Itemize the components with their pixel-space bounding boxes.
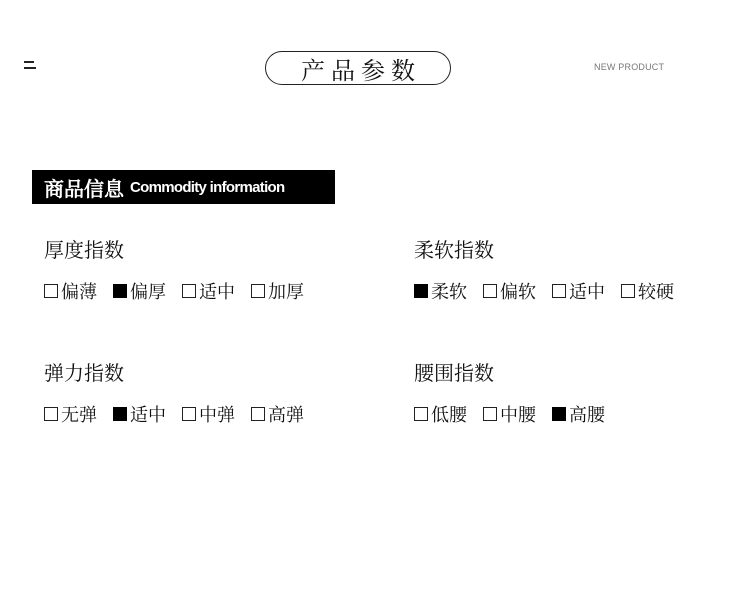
checkbox bbox=[44, 407, 58, 421]
checkbox bbox=[182, 407, 196, 421]
checkbox bbox=[44, 284, 58, 298]
option-label: 中弹 bbox=[199, 405, 235, 426]
checkbox bbox=[414, 284, 428, 298]
option-label: 中腰 bbox=[500, 405, 536, 426]
elasticity-index-group bbox=[44, 357, 304, 426]
page-title: 产品参数 bbox=[265, 51, 451, 85]
option-list bbox=[44, 278, 320, 304]
option-label: 偏厚 bbox=[130, 282, 166, 303]
checkbox bbox=[483, 284, 497, 298]
option-item bbox=[44, 401, 97, 427]
softness-index-group bbox=[414, 234, 674, 303]
group-title: 弹力指数 bbox=[44, 361, 124, 385]
option-label: 偏薄 bbox=[61, 282, 97, 303]
thickness-index-group bbox=[44, 234, 304, 303]
option-label: 无弹 bbox=[61, 405, 97, 426]
option-list bbox=[414, 401, 621, 427]
section-banner bbox=[32, 170, 335, 204]
option-item bbox=[552, 401, 605, 427]
checkbox bbox=[251, 407, 265, 421]
checkbox bbox=[251, 284, 265, 298]
option-label: 低腰 bbox=[431, 405, 467, 426]
checkbox bbox=[552, 407, 566, 421]
option-item bbox=[182, 401, 235, 427]
banner-title-zh: 商品信息 bbox=[44, 176, 124, 201]
checkbox bbox=[182, 284, 196, 298]
option-item bbox=[251, 278, 304, 304]
checkbox bbox=[552, 284, 566, 298]
option-label: 加厚 bbox=[268, 282, 304, 303]
checkbox bbox=[483, 407, 497, 421]
option-item bbox=[251, 401, 304, 427]
option-label: 偏软 bbox=[500, 282, 536, 303]
option-item bbox=[552, 278, 605, 304]
option-label: 高弹 bbox=[268, 405, 304, 426]
checkbox bbox=[113, 284, 127, 298]
option-label: 高腰 bbox=[569, 405, 605, 426]
waist-index-group bbox=[414, 357, 605, 426]
option-item bbox=[621, 278, 674, 304]
option-label: 适中 bbox=[199, 282, 235, 303]
option-item bbox=[414, 401, 467, 427]
option-label: 适中 bbox=[569, 282, 605, 303]
banner-title-en: Commodity information bbox=[130, 178, 285, 196]
option-item bbox=[113, 401, 166, 427]
group-title: 厚度指数 bbox=[44, 238, 124, 262]
group-title: 柔软指数 bbox=[414, 238, 494, 262]
option-list bbox=[44, 401, 320, 427]
checkbox bbox=[414, 407, 428, 421]
option-item bbox=[483, 401, 536, 427]
group-title: 腰围指数 bbox=[414, 361, 494, 385]
option-item bbox=[483, 278, 536, 304]
option-item bbox=[44, 278, 97, 304]
option-list bbox=[414, 278, 690, 304]
menu-icon bbox=[24, 60, 36, 72]
option-label: 适中 bbox=[130, 405, 166, 426]
option-label: 柔软 bbox=[431, 282, 467, 303]
option-item bbox=[414, 278, 467, 304]
checkbox bbox=[113, 407, 127, 421]
checkbox bbox=[621, 284, 635, 298]
option-label: 较硬 bbox=[638, 282, 674, 303]
option-item bbox=[182, 278, 235, 304]
option-item bbox=[113, 278, 166, 304]
page-subtitle: NEW PRODUCT bbox=[594, 62, 665, 72]
